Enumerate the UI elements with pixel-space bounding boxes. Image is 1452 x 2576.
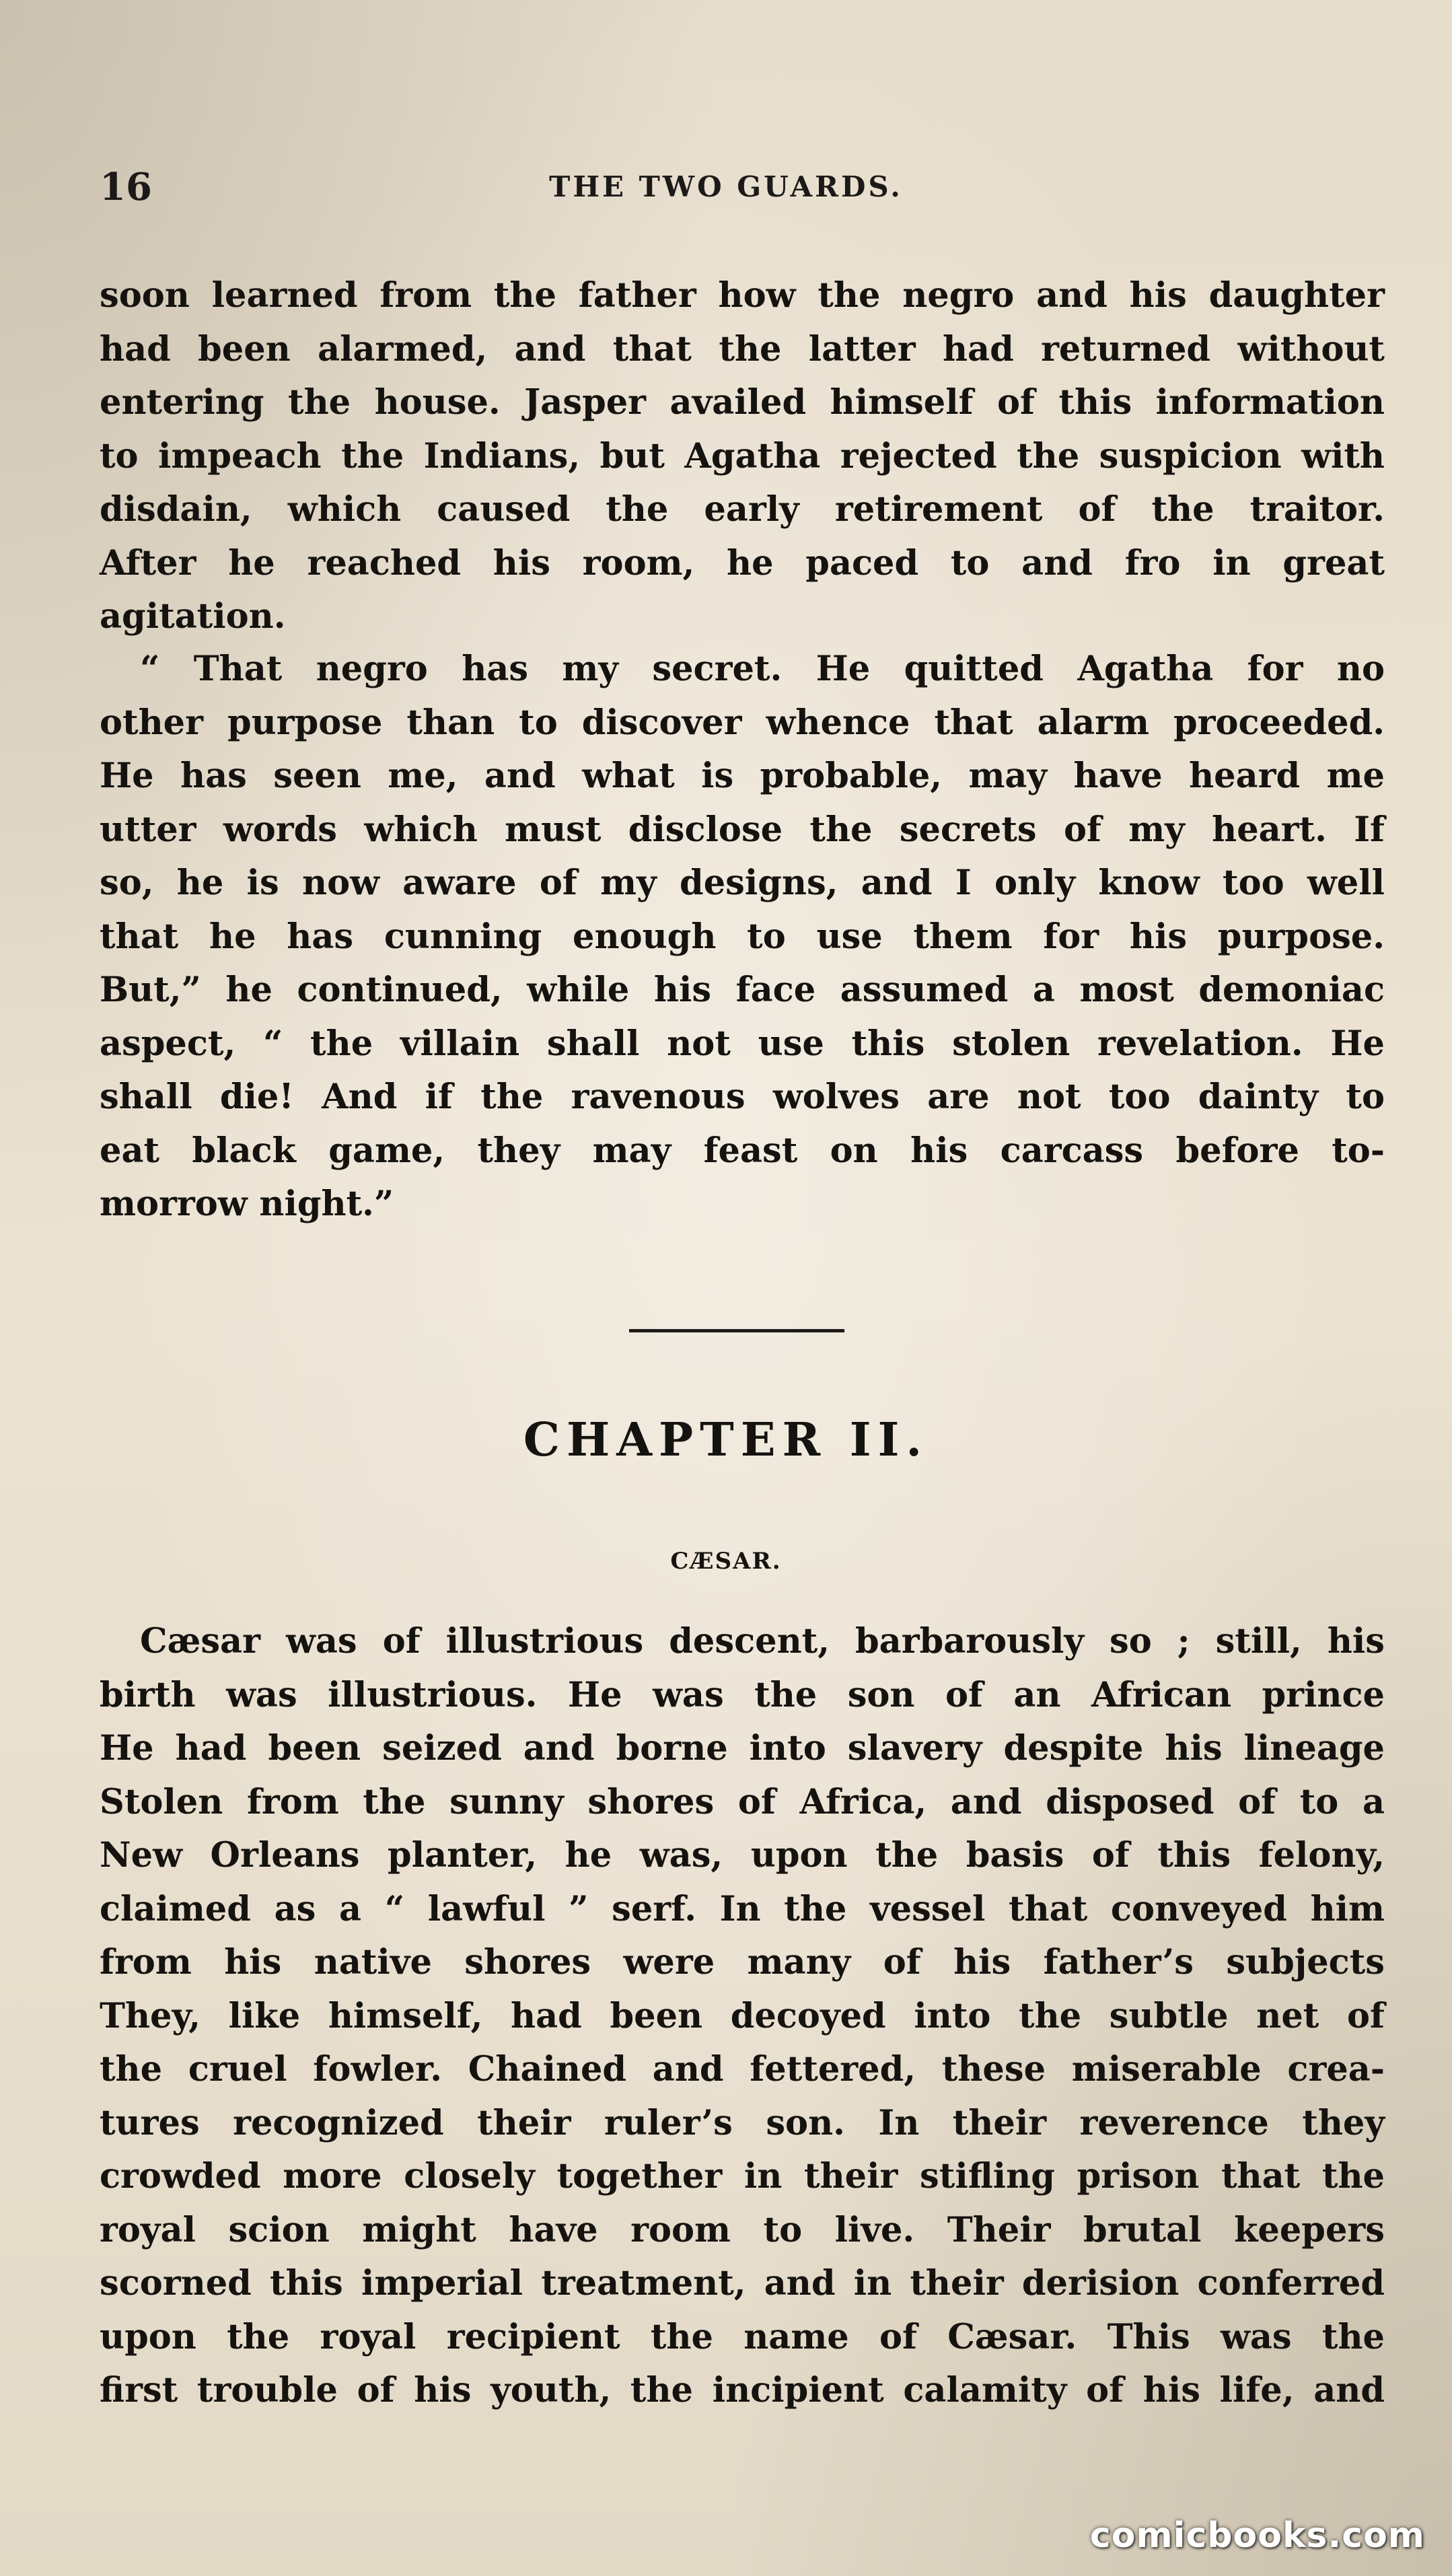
text-line: so, he is now aware of my designs, and I only know too well <box>100 863 1385 903</box>
paragraph-3 <box>100 1615 1385 2418</box>
text-line: But,” he continued, while his face assumed a most demoniac <box>100 970 1385 1010</box>
page-number: 16 <box>100 165 152 209</box>
chapter-title: CHAPTER II. <box>523 1413 929 1467</box>
paragraph-1 <box>100 269 1385 644</box>
chapter-subtitle: CÆSAR. <box>670 1548 782 1575</box>
text-line: He had been seized and borne into slavery despite his lineage <box>100 1728 1385 1768</box>
text-line: birth was illustrious. He was the son of an African prince <box>100 1674 1385 1715</box>
text-line: After he reached his room, he paced to and fro in great <box>100 542 1385 583</box>
text-line: disdain, which caused the early retirement of the traitor. <box>100 489 1385 530</box>
text-line: crowded more closely together in their stifling prison that the <box>100 2156 1385 2196</box>
watermark: comicbooks.com <box>1089 2515 1425 2556</box>
text-line: other purpose than to discover whence that alarm proceeded. <box>100 702 1385 743</box>
text-line: Cæsar was of illustrious descent, barbarously so ; still, his <box>140 1621 1385 1661</box>
text-line: He has seen me, and what is probable, may have heard me <box>100 756 1385 796</box>
running-head: THE TWO GUARDS. <box>549 170 903 203</box>
text-line: claimed as a “ lawful ” serf. In the vessel that conveyed him <box>100 1888 1385 1929</box>
text-line: to impeach the Indians, but Agatha rejected the suspicion with <box>100 435 1385 476</box>
text-line: agitation. <box>100 596 286 637</box>
text-line: royal scion might have room to live. Their brutal keepers <box>100 2209 1385 2250</box>
text-line: “ That negro has my secret. He quitted Agatha for no <box>140 649 1385 689</box>
text-line: soon learned from the father how the negro and his daughter <box>100 275 1385 316</box>
text-line: They, like himself, had been decoyed into the subtle net of <box>100 1995 1385 2036</box>
text-line: the cruel fowler. Chained and fettered, these miserable crea- <box>100 2049 1385 2089</box>
paragraph-2 <box>100 643 1385 1231</box>
page-header <box>0 165 1452 219</box>
text-line: from his native shores were many of his father’s subjects <box>100 1942 1385 1982</box>
text-line: tures recognized their ruler’s son. In their reverence they <box>100 2102 1385 2143</box>
text-line: had been alarmed, and that the latter had returned without <box>100 328 1385 369</box>
text-line: eat black game, they may feast on his carcass before to- <box>100 1130 1385 1171</box>
section-divider <box>629 1329 844 1332</box>
text-line: shall die! And if the ravenous wolves are not too dainty to <box>100 1077 1385 1117</box>
text-line: morrow night.” <box>100 1184 394 1224</box>
text-line: entering the house. Jasper availed himself of this information <box>100 382 1385 423</box>
text-line: Stolen from the sunny shores of Africa, and disposed of to a <box>100 1781 1385 1822</box>
text-line: aspect, “ the villain shall not use this stolen revelation. He <box>100 1023 1385 1064</box>
text-line: utter words which must disclose the secrets of my heart. If <box>100 809 1385 850</box>
text-line: scorned this imperial treatment, and in their derision conferred <box>100 2263 1385 2303</box>
text-line: first trouble of his youth, the incipient calamity of his life, and <box>100 2370 1385 2410</box>
text-line: New Orleans planter, he was, upon the basis of this felony, <box>100 1835 1385 1875</box>
text-line: upon the royal recipient the name of Cæsar. This was the <box>100 2316 1385 2357</box>
text-line: that he has cunning enough to use them for his purpose. <box>100 916 1385 957</box>
